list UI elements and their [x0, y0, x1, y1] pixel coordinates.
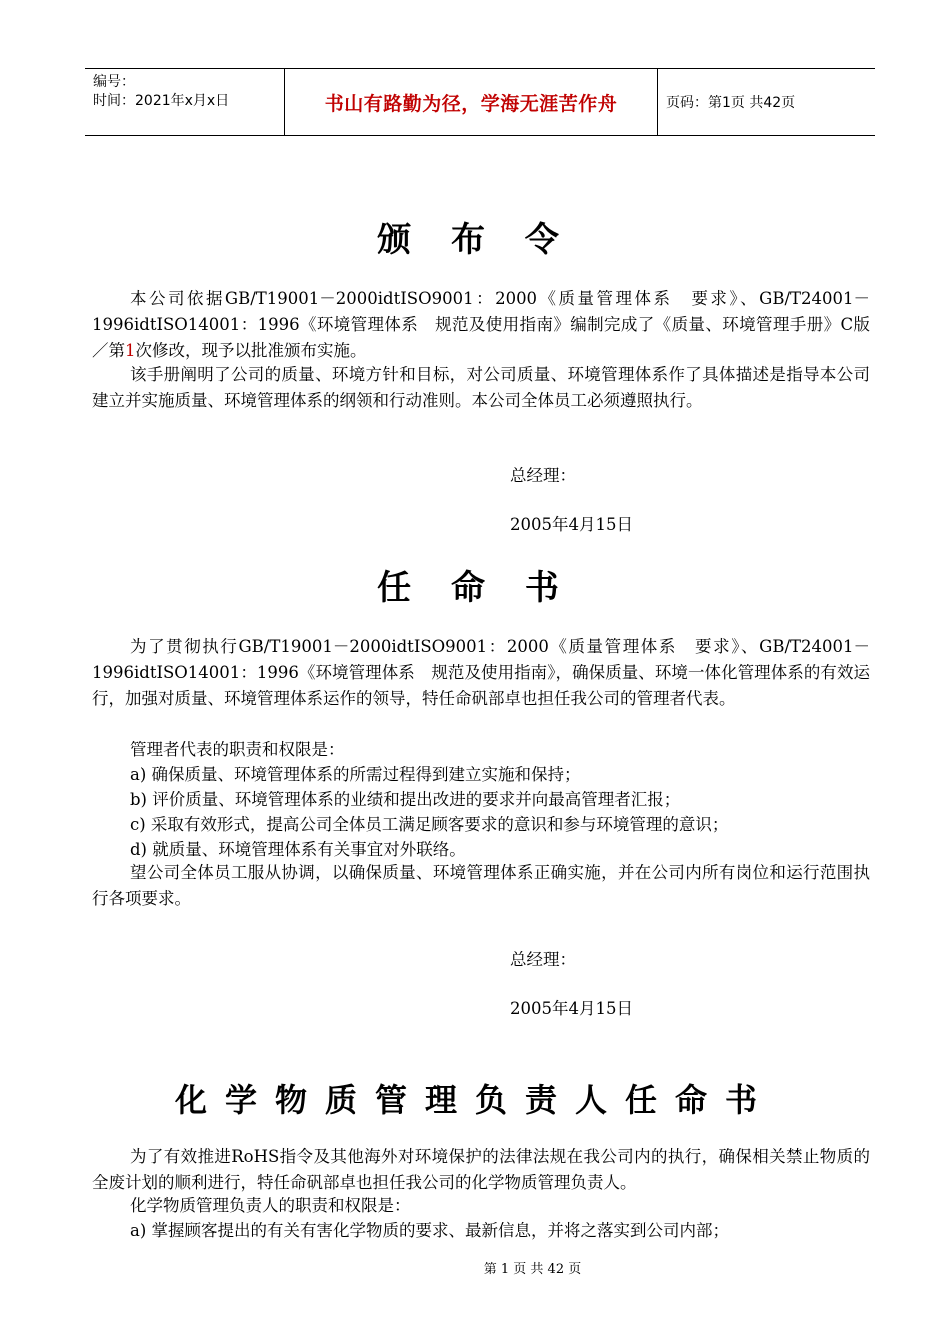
header-right-cell	[658, 69, 875, 135]
section2-date: 2005年4月15日	[510, 999, 633, 1018]
section1-date: 2005年4月15日	[510, 515, 633, 534]
header-center-cell	[285, 69, 658, 135]
section1-title: 颁 布 令	[377, 220, 573, 260]
section1-p1-text: 本公司依据GB/T19001－2000idtISO9001：2000《质量管理体系 要求》、GB/T24001－1996idtISO14001：1996《环境管理体系 规范及使用指南》编制完成了《质量、环境管理手册》C版／第	[92, 289, 870, 360]
section3-title: 化学物质管理负责人任命书	[174, 1081, 775, 1119]
section1-signer: 总经理：	[510, 466, 576, 485]
section1-p1-text-end: 次修改，现予以批准颁布实施。	[135, 341, 367, 360]
duties-intro: 管理者代表的职责和权限是：	[130, 740, 345, 759]
header-left-cell	[85, 69, 285, 135]
duty-item: b) 评价质量、环境管理体系的业绩和提出改进的要求并向最高管理者汇报；	[130, 790, 681, 809]
section3-duty-item: a) 掌握顾客提出的有关有害化学物质的要求、最新信息，并将之落实到公司内部；	[130, 1221, 730, 1240]
revision-number: 1	[125, 341, 136, 360]
time-label: 时间：2021年x月x日	[93, 93, 230, 109]
section2-paragraph-1: 为了贯彻执行GB/T19001－2000idtISO9001：2000《质量管理体系 要求》、GB/T24001－1996idtISO14001：1996《环境管理体系 规范及使用指南》，确保质量、环境一体化管理体系的有效运行，加强对质量、环境管理体系运作的领导，特任命矾部卓也担任我公司的管理者代表。	[92, 637, 870, 708]
duty-item: d) 就质量、环境管理体系有关事宜对外联络。	[130, 840, 466, 859]
section1-paragraph-1	[92, 286, 870, 364]
duty-item: c) 采取有效形式，提高公司全体员工满足顾客要求的意识和参与环境管理的意识；	[130, 815, 729, 834]
duty-item: a) 确保质量、环境管理体系的所需过程得到建立实施和保持；	[130, 765, 581, 784]
header-table	[85, 68, 875, 136]
section2-signer: 总经理：	[510, 950, 576, 969]
section3-paragraph-1: 为了有效推进RoHS指令及其他海外对环境保护的法律法规在我公司内的执行，确保相关禁止物质的全废计划的顺利进行，特任命矾部卓也担任我公司的化学物质管理负责人。	[92, 1147, 870, 1192]
page-footer	[0, 1258, 950, 1277]
page-info: 页码：第1页 共42页	[666, 95, 796, 111]
section3-duties-intro: 化学物质管理负责人的职责和权限是：	[130, 1196, 411, 1215]
motto: 书山有路勤为径，学海无涯苦作舟	[324, 92, 618, 115]
section2-title: 任 命 书	[377, 568, 573, 608]
number-label: 编号：	[93, 74, 135, 90]
footer-page-number: 第 1 页 共 42 页	[483, 1262, 582, 1277]
section1-paragraph-2: 该手册阐明了公司的质量、环境方针和目标，对公司质量、环境管理体系作了具体描述是指导本公司建立并实施质量、环境管理体系的纲领和行动准则。本公司全体员工必须遵照执行。	[92, 365, 870, 410]
section2-paragraph-end: 望公司全体员工服从协调，以确保质量、环境管理体系正确实施，并在公司内所有岗位和运行范围执行各项要求。	[92, 863, 870, 908]
